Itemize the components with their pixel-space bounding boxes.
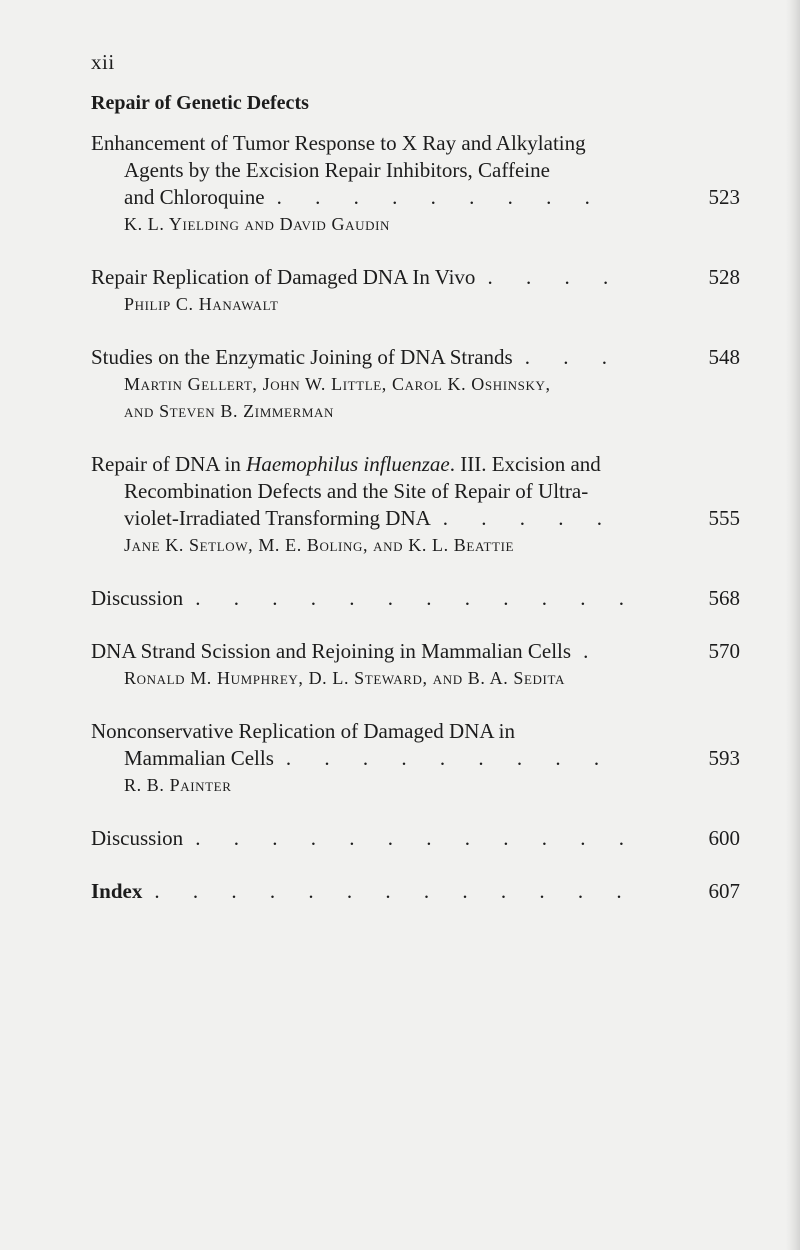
entry-title-line: Agents by the Excision Repair Inhibitors, Caffeine bbox=[124, 158, 550, 182]
toc-entry-nonconservative[interactable] bbox=[91, 718, 740, 799]
entry-title-text: Discussion bbox=[91, 586, 184, 610]
dot-leader: . . . . . bbox=[442, 506, 617, 530]
toc-entry-repair-replication[interactable] bbox=[91, 264, 740, 318]
toc-entry-enzymatic-joining[interactable] bbox=[91, 344, 740, 425]
entry-title-last-line bbox=[91, 825, 740, 852]
entry-page-number: 528 bbox=[708, 265, 740, 289]
toc-entry-discussion-2[interactable] bbox=[91, 825, 740, 852]
entry-title-text: Studies on the Enzymatic Joining of DNA Strands bbox=[91, 345, 513, 369]
entry-authors: Martin Gellert, John W. Little, Carol K. Oshinsky, bbox=[124, 374, 551, 394]
entry-title-line: Enhancement of Tumor Response to X Ray and Alkylating bbox=[91, 131, 586, 155]
section-heading: Repair of Genetic Defects bbox=[91, 92, 309, 114]
page-edge-shadow bbox=[786, 0, 800, 1250]
entry-title-prefix: Repair of DNA in bbox=[91, 452, 247, 476]
entry-page-number: 593 bbox=[708, 746, 740, 770]
entry-authors: Ronald M. Humphrey, D. L. Steward, and B. A. Sedita bbox=[124, 668, 565, 688]
table-of-contents bbox=[91, 90, 740, 931]
toc-entry-haemophilus[interactable] bbox=[91, 451, 740, 559]
entry-title-last-line bbox=[91, 264, 740, 291]
dot-leader: . . . . . . . . . bbox=[276, 185, 604, 209]
entry-title-last-line bbox=[91, 638, 740, 665]
entry-title-line bbox=[91, 451, 740, 478]
toc-entry-tumor-response[interactable] bbox=[91, 130, 740, 238]
dot-leader: . . . . bbox=[487, 265, 623, 289]
entry-authors: Philip C. Hanawalt bbox=[124, 294, 279, 314]
entry-title-text: violet-Irradiated Transforming DNA bbox=[124, 506, 431, 530]
page-number: xii bbox=[91, 50, 115, 74]
entry-page-number: 568 bbox=[708, 586, 740, 610]
entry-page-number: 570 bbox=[708, 639, 740, 663]
entry-title-text: Mammalian Cells bbox=[124, 746, 274, 770]
entry-authors: R. B. Painter bbox=[124, 775, 232, 795]
entry-page-number: 607 bbox=[708, 879, 740, 903]
dot-leader: . . . . . . . . . bbox=[285, 746, 614, 770]
entry-title-last-line bbox=[91, 505, 740, 532]
toc-entry-index[interactable] bbox=[91, 878, 740, 905]
dot-leader: . . . . . . . . . . . . . bbox=[154, 879, 636, 903]
entry-title-text: Index bbox=[91, 879, 143, 903]
entry-title-text: Repair Replication of Damaged DNA In Vivo bbox=[91, 265, 476, 289]
dot-leader: . . . bbox=[524, 345, 621, 369]
entry-title-text: and Chloroquine bbox=[124, 185, 265, 209]
entry-title-text: DNA Strand Scission and Rejoining in Mammalian Cells bbox=[91, 639, 572, 663]
entry-title-last-line bbox=[91, 344, 740, 371]
entry-page-number: 548 bbox=[708, 345, 740, 369]
dot-leader: . . . . . . . . . . . . bbox=[195, 586, 638, 610]
entry-authors: Jane K. Setlow, M. E. Boling, and K. L. Beattie bbox=[124, 535, 515, 555]
entry-page-number: 555 bbox=[708, 506, 740, 530]
entry-title-last-line bbox=[91, 878, 740, 905]
entry-title-suffix: . III. Excision and bbox=[449, 452, 601, 476]
toc-entry-strand-scission[interactable] bbox=[91, 638, 740, 692]
entry-page-number: 600 bbox=[708, 826, 740, 850]
entry-title-line: Recombination Defects and the Site of Repair of Ultra- bbox=[124, 479, 589, 503]
entry-authors: K. L. Yielding and David Gaudin bbox=[124, 214, 390, 234]
entry-title-species: Haemophilus influenzae bbox=[246, 452, 450, 476]
entry-title-last-line bbox=[91, 585, 740, 612]
toc-entry-discussion-1[interactable] bbox=[91, 585, 740, 612]
dot-leader: . . . . . . . . . . . . bbox=[195, 826, 638, 850]
dot-leader: . bbox=[583, 639, 603, 663]
entry-page-number: 523 bbox=[708, 185, 740, 209]
entry-title-last-line bbox=[91, 745, 740, 772]
entry-title-text: Discussion bbox=[91, 826, 184, 850]
entry-title-line: Nonconservative Replication of Damaged DNA in bbox=[91, 719, 515, 743]
entry-title-last-line bbox=[91, 184, 740, 211]
entry-authors: and Steven B. Zimmerman bbox=[124, 401, 334, 421]
